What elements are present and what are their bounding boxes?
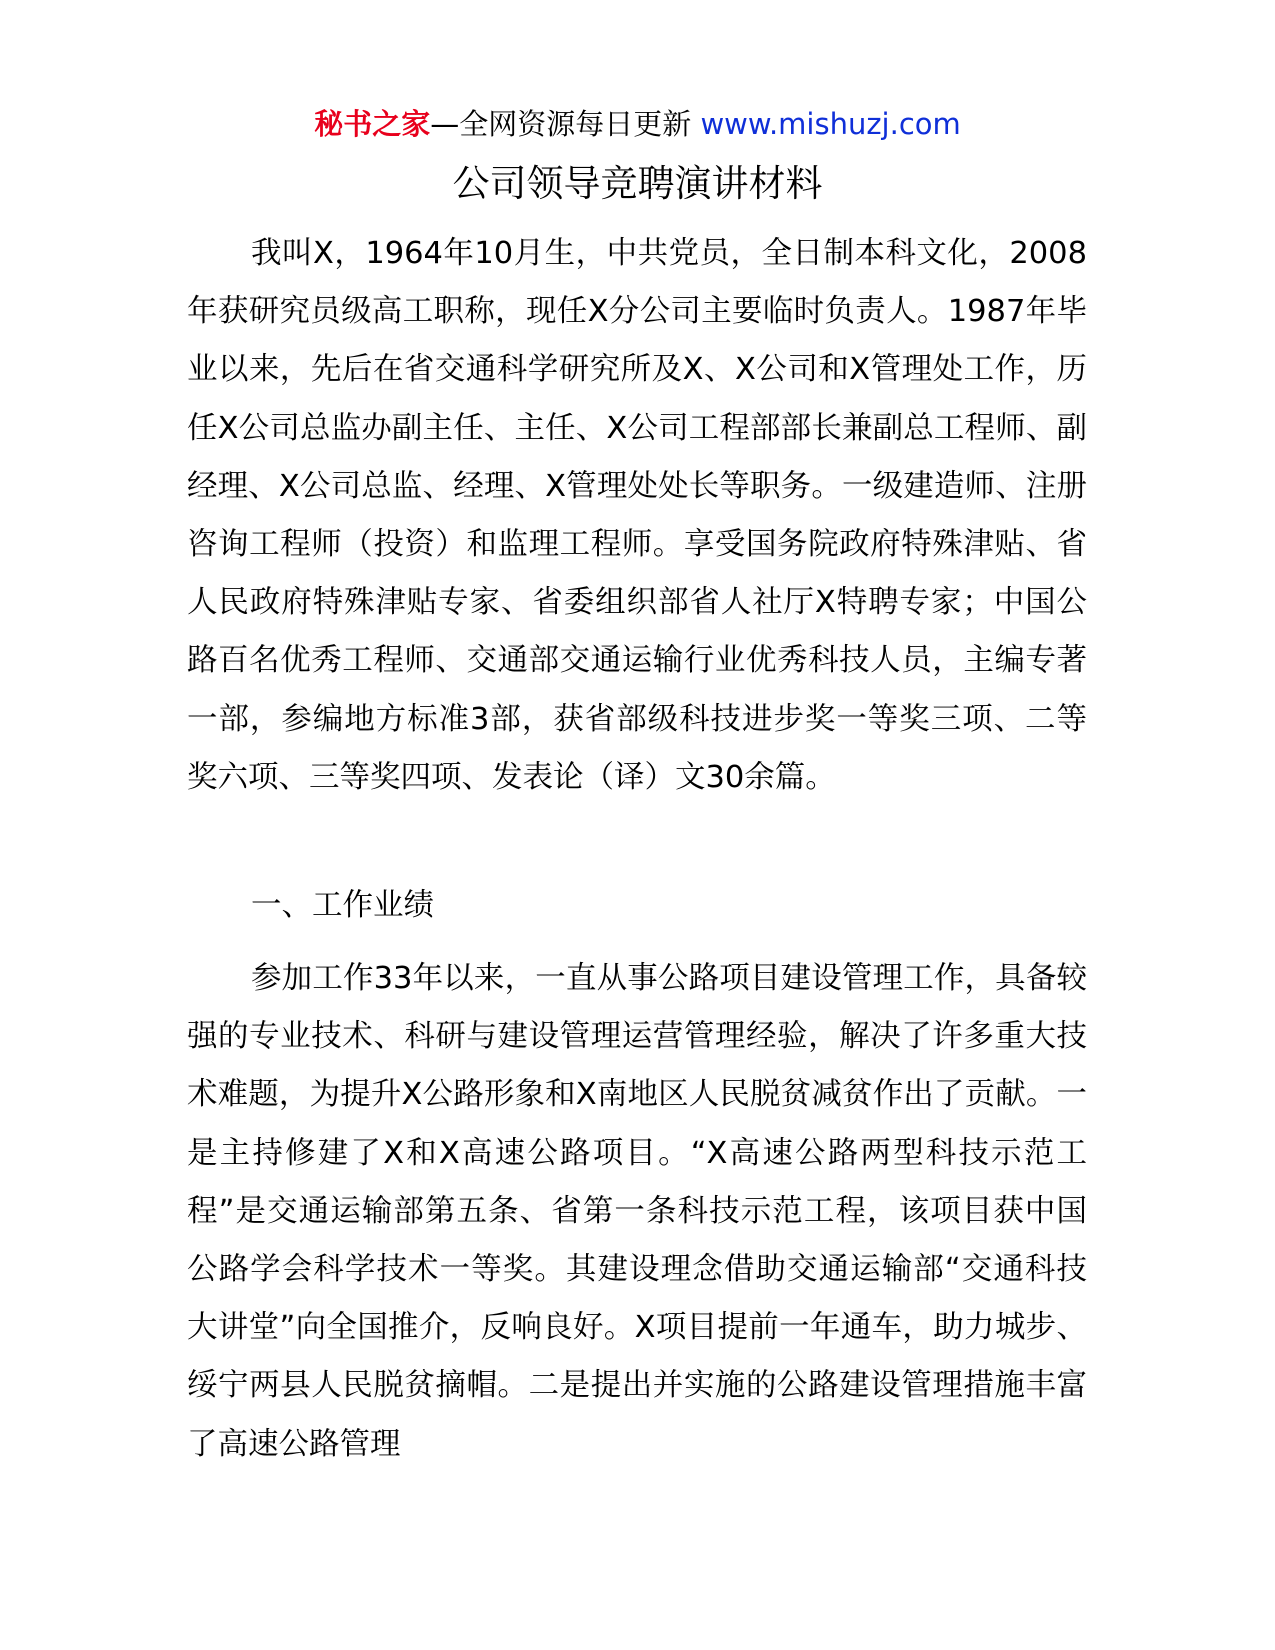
section-heading: 一、工作业绩 (251, 888, 434, 923)
site-url: www.mishuzj.com (700, 107, 961, 141)
intro-paragraph-block (187, 225, 1087, 807)
section-heading-block (187, 877, 1087, 935)
brand-name: 秘书之家 (314, 107, 431, 141)
intro-paragraph: 我叫X，1964年10月生，中共党员，全日制本科文化，2008年获研究员级高工职称，现任X分公司主要临时负责人。1987年毕业以来，先后在省交通科学研究所及X、X公司和X管理处工作，历任X公司总监办副主任、主任、X公司工程部部长兼副总工程师、副经理、X公司总监、经理、X管理处处长等职务。一级建造师、注册咨询工程师（投资）和监理工程师。享受国务院政府特殊津贴、省人民政府特殊津贴专家、省委组织部省人社厅X特聘专家；中国公路百名优秀工程师、交通部交通运输行业优秀科技人员，主编专著一部，参编地方标准3部，获省部级科技进步奖一等奖三项、二等奖六项、三等奖四项、发表论（译）文30余篇。 (187, 236, 1087, 795)
achievements-paragraph: 参加工作33年以来，一直从事公路项目建设管理工作，具备较强的专业技术、科研与建设管理运营管理经验，解决了许多重大技术难题，为提升X公路形象和X南地区人民脱贫减贫作出了贡献。一是主持修建了X和X高速公路项目。“X高速公路两型科技示范工程”是交通运输部第五条、省第一条科技示范工程，该项目获中国公路学会科学技术一等奖。其建设理念借助交通运输部“交通科技大讲堂”向全国推介，反响良好。X项目提前一年通车，助力城步、绥宁两县人民脱贫摘帽。二是提出并实施的公路建设管理措施丰富了高速公路管理 (187, 961, 1087, 1462)
header-tagline: —全网资源每日更新 (430, 107, 692, 141)
watermark-header (0, 100, 1275, 148)
achievements-paragraph-block (187, 950, 1087, 1474)
document-title: 公司领导竞聘演讲材料 (452, 162, 823, 205)
